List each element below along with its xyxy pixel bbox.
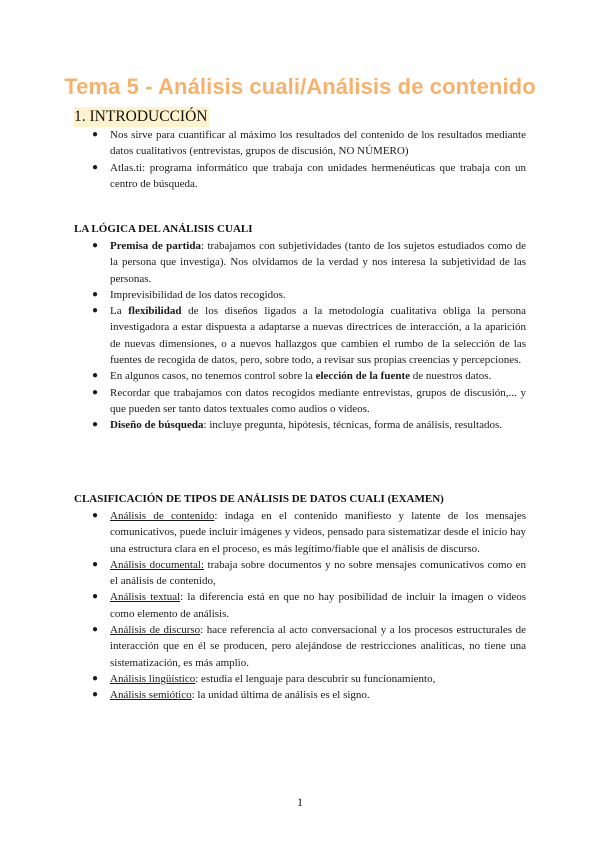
list-item: ● Análisis de contenido: indaga en el contenido manifiesto y latente de los mensajes comunicativos, puede incluir imágenes y videos, pensado para sistematizar desde el inicio hay una estructura clara en el proceso, es más legítimo/fiable que el análisis de discurso. xyxy=(92,510,526,555)
bullet-icon: ● xyxy=(92,161,99,173)
list-item: ● Diseño de búsqueda: incluye pregunta, hipótesis, técnicas, forma de análisis, resultados. xyxy=(92,417,526,433)
section-heading-logica: LA LÓGICA DEL ANÁLISIS CUALI xyxy=(74,223,253,235)
bullet-icon: ● xyxy=(92,672,99,684)
list-item: ● Análisis semiótico: la unidad última de análisis es el signo. xyxy=(92,687,526,703)
list-item: ● Nos sirve para cuantificar al máximo los resultados del contenido de los resultados mediante datos cualitativos (entrevistas, grupos de discusión, NO NÚMERO) xyxy=(92,129,526,158)
bullet-icon: ● xyxy=(92,510,99,521)
list-item: ● Análisis textual: la diferencia está en que no hay posibilidad de incluir la imagen o videos como elemento de análisis. xyxy=(92,591,526,620)
section-heading-introduccion: 1. INTRODUCCIÓN xyxy=(74,108,208,125)
page-title: Tema 5 - Análisis cuali/Análisis de contenido xyxy=(64,74,536,99)
bullet-icon: ● xyxy=(92,591,99,603)
bullet-icon: ● xyxy=(92,689,99,701)
list-item: ● En algunos casos, no tenemos control sobre la elección de la fuente de nuestros datos. xyxy=(92,368,526,384)
bullet-icon: ● xyxy=(92,624,99,636)
clasificacion-list xyxy=(92,508,526,704)
section-heading-clasificacion: CLASIFICACIÓN DE TIPOS DE ANÁLISIS DE DATOS CUALI (EXAMEN) xyxy=(74,493,444,505)
list-item: ● Análisis lingüístico: estudia el lenguaje para descubrir su funcionamiento, xyxy=(92,671,526,687)
bullet-icon: ● xyxy=(92,129,99,140)
bullet-icon: ● xyxy=(92,240,99,251)
list-item: ● Imprevisibilidad de los datos recogidos. xyxy=(92,287,526,303)
bullet-icon: ● xyxy=(92,558,99,570)
list-item: ● La flexibilidad de los diseños ligados a la metodología cualitativa obliga la persona investigadora a estar dispuesta a adaptarse a nuevas directrices de interacción, a la aparición de nuevas dimensiones, o a nuevos hallazgos que cambien el rumbo de la selección de las fuentes de recogida de datos, pero, sobre todo, a revisar sus propias creencias y percepciones. xyxy=(92,305,526,367)
bullet-icon: ● xyxy=(92,288,99,300)
bullet-icon: ● xyxy=(92,370,99,382)
list-item: ● Atlas.ti: programa informático que trabaja con unidades hermenéuticas que trabaja con un centro de búsqueda. xyxy=(92,161,526,190)
list-item: ● Premisa de partida: trabajamos con subjetividades (tanto de los sujetos estudiados como de la persona que investiga). Nos olvidamos de la verdad y nos interesa la subjetividad de las personas. xyxy=(92,240,526,285)
bullet-icon: ● xyxy=(92,419,99,431)
intro-list xyxy=(92,127,526,192)
list-item: ● Análisis de discurso: hace referencia al acto conversacional y a los procesos estructurales de interacción que en él se producen, pero alejándose de restricciones analíticas, no tiene una sistematización, es más amplio. xyxy=(92,624,526,669)
bullet-icon: ● xyxy=(92,386,99,398)
list-item: ● Recordar que trabajamos con datos recogidos mediante entrevistas, grupos de discusión,... y que pueden ser tanto datos textuales como audios o videos. xyxy=(92,386,526,415)
list-item: ● Análisis documental: trabaja sobre documentos y no sobre mensajes comunicativos como en el análisis de contenido, xyxy=(92,558,526,588)
page-number: 1 xyxy=(297,795,303,809)
logica-list xyxy=(92,238,526,434)
bullet-icon: ● xyxy=(92,305,99,317)
